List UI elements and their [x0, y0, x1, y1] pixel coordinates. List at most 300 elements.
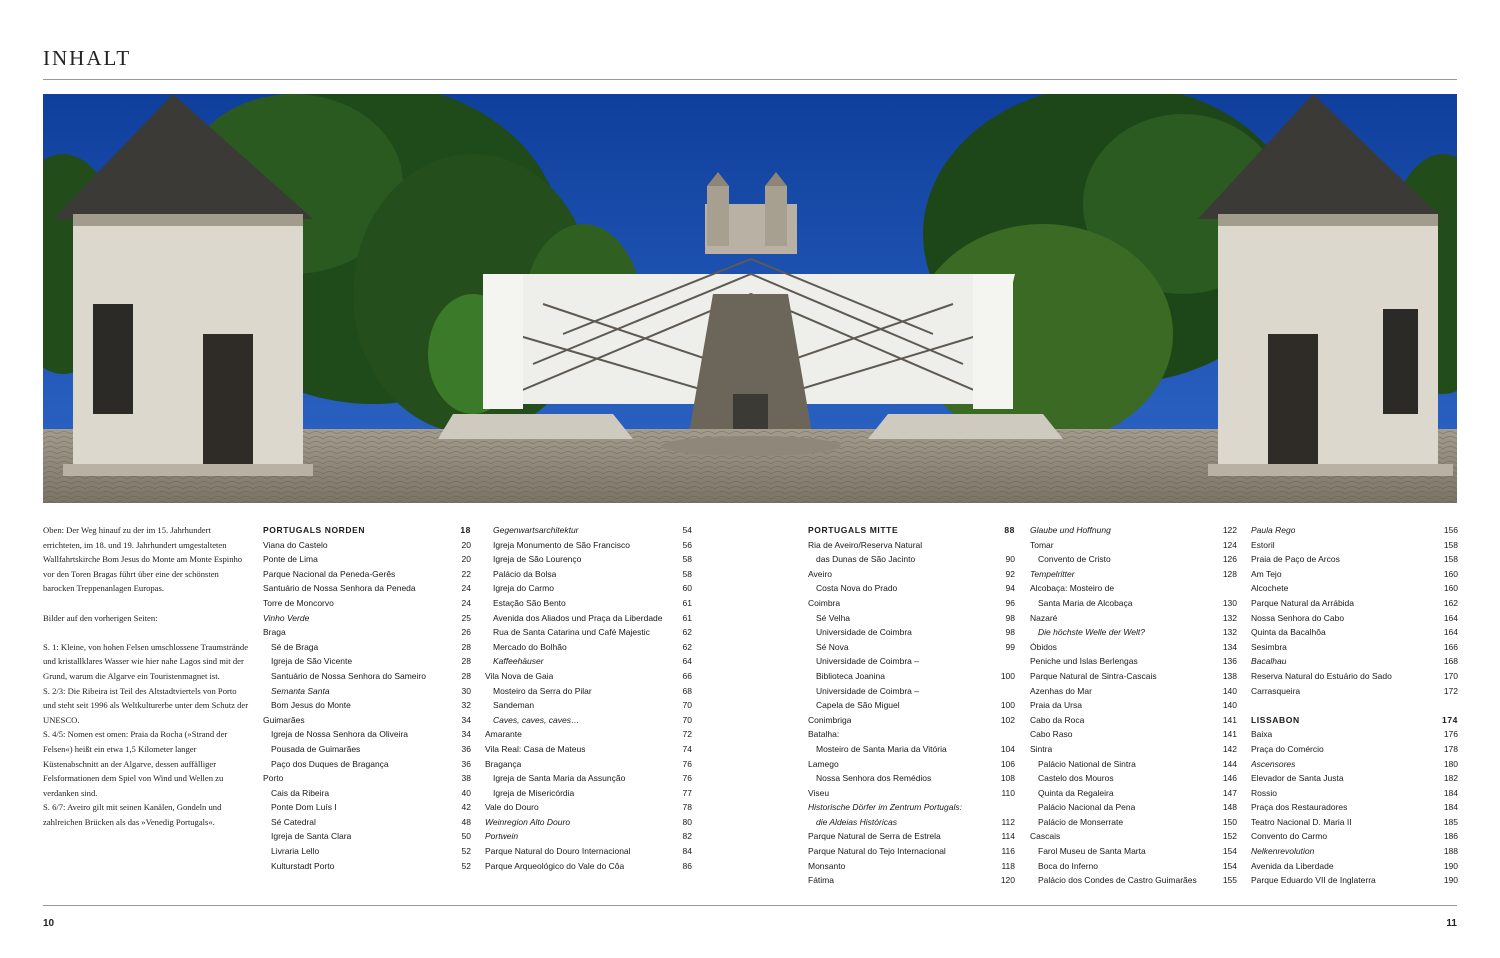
toc-entry-page: 36: [461, 743, 471, 754]
toc-entry-page: 22: [461, 568, 471, 579]
toc-entry-title: Sesimbra: [1251, 641, 1287, 652]
toc-entry: [485, 859, 692, 874]
toc-entry: [263, 844, 471, 859]
toc-entry-page: 160: [1443, 568, 1458, 579]
toc-entry-page: 96: [1005, 597, 1015, 608]
caption-paragraph: Bilder auf den vorherigen Seiten:: [43, 612, 158, 623]
toc-entry-title: Igreja de Santa Clara: [271, 831, 352, 842]
toc-section-heading: [263, 523, 471, 538]
toc-entry-title: die Aldeias Históricas: [816, 816, 897, 827]
toc-entry-page: 118: [1001, 860, 1015, 871]
toc-entry: [485, 640, 692, 655]
toc-entry: [808, 625, 1015, 640]
toc-entry: [485, 727, 692, 742]
toc-entry-page: 140: [1222, 685, 1237, 696]
toc-entry: [485, 581, 692, 596]
toc-entry-title: Sintra: [1030, 743, 1053, 754]
toc-entry-title: Praia de Paço de Arcos: [1251, 554, 1340, 565]
toc-entry: [1251, 596, 1458, 611]
toc-entry-page: 42: [461, 802, 471, 813]
toc-entry-page: 18: [460, 525, 471, 535]
toc-entry-title: Convento do Carmo: [1251, 831, 1328, 842]
toc-entry-title: Historische Dörfer im Zentrum Portugals:: [808, 802, 962, 813]
toc-entry: [1251, 523, 1458, 538]
toc-entry: [1251, 742, 1458, 757]
toc-entry-page: 68: [682, 685, 692, 696]
toc-entry-page: 104: [1000, 743, 1015, 754]
caption-paragraph: S. 1: Kleine, von hohen Felsen umschlossene Traumstrände und kristallklares Wasser wie hier nahe Lagos sind mit der Grund, warum die Algarve ein Touristenmagnet ist.: [43, 641, 249, 681]
toc-entry-title: Avenida dos Aliados und Praça da Liberdade: [493, 612, 663, 623]
toc-entry-page: 48: [461, 816, 471, 827]
toc-entry-title: Portwein: [485, 831, 519, 842]
toc-entry-page: 176: [1443, 729, 1458, 740]
toc-entry-title: Kulturstadt Porto: [271, 860, 335, 871]
toc-entry-title: Livraria Lello: [271, 846, 320, 857]
toc-entry-page: 78: [682, 802, 692, 813]
toc-entry-title: Igreja de Nossa Senhora da Oliveira: [271, 729, 409, 740]
toc-entry-title: Vila Nova de Gaia: [485, 670, 554, 681]
toc-entry-page: 61: [682, 612, 692, 623]
toc-entry: [263, 859, 471, 874]
toc-entry-page: 164: [1443, 612, 1458, 623]
toc-entry-title: Viseu: [808, 787, 830, 798]
toc-entry: [1030, 625, 1237, 640]
toc-entry-title: Universidade de Coimbra –: [816, 685, 919, 696]
page-number-left: 10: [43, 918, 55, 929]
toc-entry-page: 184: [1443, 802, 1458, 813]
toc-entry-page: 146: [1222, 773, 1237, 784]
toc-entry: [808, 567, 1015, 582]
toc-entry-title: Mercado do Bolhão: [493, 641, 567, 652]
toc-entry: [263, 786, 471, 801]
toc-entry: [485, 829, 692, 844]
toc-entry-title: Aveiro: [808, 568, 832, 579]
toc-entry-page: 166: [1443, 641, 1458, 652]
toc-entry-title: Coimbra: [808, 597, 841, 608]
toc-entry-title: Parque Natural de Sintra-Cascais: [1030, 670, 1157, 681]
toc-entry-title: PORTUGALS MITTE: [808, 525, 899, 535]
toc-entry: [263, 800, 471, 815]
toc-entry: [485, 669, 692, 684]
toc-entry-page: 82: [682, 831, 692, 842]
toc-entry-page: 154: [1222, 846, 1237, 857]
toc-entry-title: Cascais: [1030, 831, 1061, 842]
toc-entry-title: Bacalhau: [1251, 656, 1287, 667]
toc-entry-page: 38: [461, 773, 471, 784]
toc-entry-page: 64: [682, 656, 692, 667]
toc-entry-title: Sandeman: [493, 700, 535, 711]
toc-entry-page: 162: [1443, 597, 1458, 608]
toc-entry: [485, 684, 692, 699]
toc-entry-page: 164: [1443, 627, 1458, 638]
toc-entry: [1030, 771, 1237, 786]
toc-entry: [808, 669, 1015, 684]
toc-column-2: [485, 523, 692, 873]
toc-entry-title: Monsanto: [808, 860, 846, 871]
toc-entry-title: Praça do Comércio: [1251, 743, 1324, 754]
toc-entry-page: 168: [1443, 656, 1458, 667]
toc-entry: [1030, 815, 1237, 830]
toc-entry-page: 94: [1005, 583, 1015, 594]
toc-entry: [1030, 596, 1237, 611]
toc-entry-page: 36: [461, 758, 471, 769]
toc-entry: [485, 698, 692, 713]
toc-entry-title: Palácio dos Condes de Castro Guimarães: [1038, 875, 1197, 886]
toc-entry: [1251, 625, 1458, 640]
toc-entry-page: 155: [1222, 875, 1237, 886]
toc-entry-page: 158: [1443, 554, 1458, 565]
toc-entry-title: Caves, caves, caves…: [493, 714, 580, 725]
toc-entry: [808, 640, 1015, 655]
toc-entry-page: 128: [1222, 568, 1237, 579]
toc-entry: [485, 815, 692, 830]
toc-entry-page: 30: [461, 685, 471, 696]
toc-entry-page: 76: [682, 773, 692, 784]
toc-entry-page: 100: [1000, 670, 1015, 681]
toc-entry-title: Igreja de São Lourenço: [493, 554, 582, 565]
toc-entry-page: 28: [461, 670, 471, 681]
toc-entry-page: 130: [1222, 597, 1237, 608]
toc-entry-title: Lamego: [808, 758, 839, 769]
toc-entry: [1030, 523, 1237, 538]
toc-entry: [808, 684, 1015, 699]
toc-entry-page: 60: [682, 583, 692, 594]
toc-entry-page: 132: [1222, 612, 1237, 623]
caption-paragraph: S. 2/3: Die Ribeira ist Teil des Altstadtviertels von Porto und steht seit 1996 als Weltkulturerbe unter dem Schutz der UNESCO.: [43, 685, 249, 725]
toc-entry: [1030, 654, 1237, 669]
toc-entry: [1251, 654, 1458, 669]
toc-entry-page: 144: [1222, 758, 1237, 769]
toc-entry: [808, 800, 1015, 815]
toc-entry: [263, 581, 471, 596]
toc-entry: [808, 596, 1015, 611]
caption-paragraph: S. 6/7: Aveiro gilt mit seinen Kanälen, Gondeln und zahlreichen Brücken als das »Venedig Portugals«.: [43, 802, 222, 827]
top-rule: [43, 79, 1457, 80]
toc-entry-page: 184: [1443, 787, 1458, 798]
toc-entry: [1251, 873, 1458, 888]
toc-entry-title: Quinta da Bacalhôa: [1251, 627, 1326, 638]
toc-entry-page: 80: [682, 816, 692, 827]
toc-entry-title: Carrasqueira: [1251, 685, 1301, 696]
toc-entry-page: 174: [1442, 714, 1458, 725]
toc-entry-title: Baixa: [1251, 729, 1273, 740]
toc-entry-title: Gegenwartsarchitektur: [493, 525, 579, 535]
toc-entry: [808, 727, 1015, 742]
toc-column-3: [808, 523, 1015, 888]
toc-section-heading: [1251, 713, 1458, 728]
toc-entry-page: 154: [1222, 860, 1237, 871]
toc-entry: [485, 523, 692, 538]
toc-entry: [1251, 640, 1458, 655]
toc-entry: [1030, 742, 1237, 757]
toc-entry-page: 98: [1005, 612, 1015, 623]
toc-entry: [485, 625, 692, 640]
toc-entry-title: Torre de Moncorvo: [263, 597, 334, 608]
toc-entry: [1251, 552, 1458, 567]
toc-entry-title: Farol Museu de Santa Marta: [1038, 846, 1146, 857]
toc-entry: [485, 596, 692, 611]
toc-entry: [263, 742, 471, 757]
toc-entry-page: 28: [461, 641, 471, 652]
toc-entry-title: Palácio National de Sintra: [1038, 758, 1136, 769]
toc-entry: [1251, 786, 1458, 801]
toc-entry-title: Convento de Cristo: [1038, 554, 1111, 565]
toc-entry-page: 72: [682, 729, 692, 740]
toc-entry-title: Alcochete: [1251, 583, 1289, 594]
toc-entry: [485, 567, 692, 582]
toc-entry: [1030, 538, 1237, 553]
toc-entry: [808, 815, 1015, 830]
page-number-right: 11: [1446, 918, 1457, 929]
toc-entry-page: 52: [461, 846, 471, 857]
toc-entry-page: 66: [682, 670, 692, 681]
toc-entry: [263, 654, 471, 669]
toc-entry-title: Sé Nova: [816, 641, 849, 652]
toc-entry-page: 186: [1443, 831, 1458, 842]
toc-entry-page: 138: [1222, 670, 1237, 681]
toc-entry-page: 62: [682, 627, 692, 638]
toc-entry-title: das Dunas de São Jacinto: [816, 554, 916, 565]
toc-entry-title: Alcobaça: Mosteiro de: [1030, 583, 1115, 594]
toc-entry: [485, 654, 692, 669]
toc-entry: [1030, 786, 1237, 801]
toc-entry-title: Óbidos: [1030, 641, 1057, 652]
toc-entry-title: Ascensores: [1251, 758, 1296, 769]
toc-entry: [485, 800, 692, 815]
toc-entry: [808, 757, 1015, 772]
toc-entry: [1251, 815, 1458, 830]
toc-entry-title: Ponte Dom Luís I: [271, 802, 337, 813]
toc-entry: [485, 844, 692, 859]
toc-entry: [1251, 859, 1458, 874]
toc-entry-title: Elevador de Santa Justa: [1251, 773, 1344, 784]
toc-entry-page: 92: [1005, 568, 1015, 579]
toc-entry-page: 122: [1222, 525, 1237, 535]
toc-column-4: [1030, 523, 1237, 888]
toc-entry-page: 182: [1443, 773, 1458, 784]
toc-entry-title: Guimarães: [263, 714, 305, 725]
toc-entry-page: 190: [1443, 875, 1458, 886]
toc-entry-title: Mosteiro de Santa Maria da Vitória: [816, 743, 947, 754]
toc-entry-title: Quinta da Regaleira: [1038, 787, 1114, 798]
toc-entry-title: Parque Natural do Douro Internacional: [485, 846, 631, 857]
toc-entry-title: Porto: [263, 773, 284, 784]
toc-entry-title: Pousada de Guimarães: [271, 743, 361, 754]
toc-entry: [263, 596, 471, 611]
toc-entry: [808, 698, 1015, 713]
toc-entry-page: 178: [1443, 743, 1458, 754]
toc-entry-title: Igreja de São Vicente: [271, 656, 353, 667]
toc-entry-page: 56: [682, 539, 692, 550]
toc-entry-page: 102: [1000, 714, 1015, 725]
toc-entry-page: 147: [1222, 787, 1237, 798]
toc-entry: [263, 727, 471, 742]
toc-entry-page: 108: [1000, 773, 1015, 784]
toc-entry-title: Avenida da Liberdade: [1251, 860, 1334, 871]
toc-entry-title: Vinho Verde: [263, 612, 310, 623]
toc-entry-page: 70: [682, 714, 692, 725]
toc-entry: [1030, 800, 1237, 815]
toc-entry-page: 172: [1443, 685, 1458, 696]
toc-entry: [1030, 829, 1237, 844]
toc-entry: [1030, 581, 1237, 596]
toc-entry: [485, 742, 692, 757]
toc-entry: [1251, 684, 1458, 699]
toc-entry: [263, 552, 471, 567]
toc-entry: [263, 640, 471, 655]
toc-entry-title: Cabo Raso: [1030, 729, 1073, 740]
toc-entry-title: Parque Natural da Arrábida: [1251, 597, 1355, 608]
toc-entry: [1251, 771, 1458, 786]
toc-entry-title: Palácio da Bolsa: [493, 568, 557, 579]
toc-entry-title: Parque Natural do Tejo Internacional: [808, 846, 946, 857]
toc-entry-page: 114: [1001, 831, 1015, 842]
toc-entry-title: Igreja Monumento de São Francisco: [493, 539, 631, 550]
toc-entry-page: 20: [461, 554, 471, 565]
toc-entry: [485, 552, 692, 567]
bom-jesus-do-monte-stairway-photo: [43, 94, 1457, 503]
toc-entry-page: 190: [1443, 860, 1458, 871]
toc-entry-title: Fátima: [808, 875, 834, 886]
toc-entry-page: 150: [1222, 816, 1237, 827]
toc-entry-title: Teatro Nacional D. Maria II: [1251, 816, 1352, 827]
toc-entry: [485, 538, 692, 553]
toc-entry-title: Amarante: [485, 729, 522, 740]
toc-entry-page: 141: [1222, 714, 1237, 725]
toc-entry-page: 25: [461, 612, 471, 623]
toc-entry-page: 158: [1443, 539, 1458, 550]
toc-entry: [485, 786, 692, 801]
toc-entry: [808, 742, 1015, 757]
toc-entry-page: 32: [461, 700, 471, 711]
toc-entry-page: 40: [461, 787, 471, 798]
toc-entry-page: 99: [1005, 641, 1015, 652]
toc-entry-title: Parque Nacional da Peneda-Gerês: [263, 568, 396, 579]
toc-entry-page: 52: [461, 860, 471, 871]
toc-entry: [808, 844, 1015, 859]
toc-entry-page: 152: [1222, 831, 1237, 842]
toc-column-5: [1251, 523, 1458, 888]
toc-entry: [1030, 698, 1237, 713]
toc-entry: [1030, 567, 1237, 582]
toc-entry-title: Bragança: [485, 758, 522, 769]
toc-entry-page: 188: [1443, 846, 1458, 857]
toc-entry-title: Am Tejo: [1251, 568, 1282, 579]
toc-entry-title: Rua de Santa Catarina und Café Majestic: [493, 627, 650, 638]
toc-entry-page: 20: [461, 539, 471, 550]
toc-entry-title: Igreja de Santa Maria da Assunção: [493, 773, 626, 784]
toc-entry: [1251, 829, 1458, 844]
toc-entry-title: Ponte de Lima: [263, 554, 318, 565]
toc-entry: [1251, 800, 1458, 815]
toc-entry: [1030, 757, 1237, 772]
toc-entry-page: 58: [682, 554, 692, 565]
toc-entry: [1030, 611, 1237, 626]
toc-entry-title: Peniche und Islas Berlengas: [1030, 656, 1138, 667]
toc-entry-title: Palácio de Monserrate: [1038, 816, 1124, 827]
caption-paragraph: S. 4/5: Nomen est omen: Praia da Rocha (»Strand der Felsen«) heißt ein etwa 1,5 Kilometer langer Küstenabschnitt an der Algarve, dessen auffälliger Felsformationen dem Spiel von Wind und Wellen zu verdanken sind.: [43, 729, 228, 798]
toc-entry: [1030, 859, 1237, 874]
toc-entry-page: 140: [1222, 700, 1237, 711]
toc-entry-page: 88: [1004, 525, 1015, 535]
toc-entry-page: 26: [461, 627, 471, 638]
toc-entry: [263, 713, 471, 728]
toc-entry-title: Kaffeehäuser: [493, 656, 544, 667]
toc-entry-page: 134: [1222, 641, 1237, 652]
toc-entry-page: 61: [682, 597, 692, 608]
toc-entry-title: Batalha:: [808, 729, 840, 740]
toc-entry-title: Parque Arqueológico do Vale do Côa: [485, 860, 625, 871]
toc-entry-page: 185: [1443, 816, 1458, 827]
toc-entry: [1251, 581, 1458, 596]
toc-entry-page: 112: [1001, 816, 1015, 827]
toc-entry-page: 126: [1222, 554, 1237, 565]
caption-paragraph: Oben: Der Weg hinauf zu der im 15. Jahrhundert errichteten, im 18. und 19. Jahrhundert umgestalteten Wallfahrtskirche Bom Jesus do Monte am Monte Espinho vor den Toren Bragas führt über eine der schönsten barocken Treppenanlagen Europas.: [43, 525, 243, 594]
toc-entry-title: Parque Natural de Serra de Estrela: [808, 831, 941, 842]
toc-entry-title: Praia da Ursa: [1030, 700, 1082, 711]
toc-entry-title: Estação São Bento: [493, 597, 566, 608]
toc-entry-page: 106: [1000, 758, 1015, 769]
toc-entry: [1251, 844, 1458, 859]
toc-entry-title: Mosteiro da Serra do Pilar: [493, 685, 592, 696]
toc-entry-title: Viana do Castelo: [263, 539, 328, 550]
toc-entry: [263, 567, 471, 582]
toc-entry: [1030, 727, 1237, 742]
toc-entry-page: 62: [682, 641, 692, 652]
toc-entry: [808, 581, 1015, 596]
toc-entry-title: Bom Jesus do Monte: [271, 700, 351, 711]
toc-entry-page: 74: [682, 743, 692, 754]
toc-entry: [263, 698, 471, 713]
toc-entry-title: Sé Catedral: [271, 816, 316, 827]
toc-entry-page: 110: [1001, 787, 1015, 798]
toc-entry-title: Paço dos Duques de Bragança: [271, 758, 389, 769]
toc-entry: [808, 786, 1015, 801]
toc-entry: [263, 815, 471, 830]
page-heading: INHALT: [43, 46, 132, 70]
toc-entry: [1030, 684, 1237, 699]
toc-entry-title: PORTUGALS NORDEN: [263, 525, 366, 535]
toc-entry: [485, 713, 692, 728]
toc-entry-title: Rossio: [1251, 787, 1277, 798]
toc-entry: [485, 771, 692, 786]
toc-entry-page: 76: [682, 758, 692, 769]
toc-entry: [808, 538, 1015, 553]
toc-entry-page: 100: [1000, 700, 1015, 711]
toc-entry-page: 28: [461, 656, 471, 667]
toc-entry-title: Cais da Ribeira: [271, 787, 330, 798]
toc-entry: [1251, 538, 1458, 553]
toc-entry: [263, 771, 471, 786]
toc-entry-title: Semanta Santa: [271, 685, 330, 696]
toc-entry-title: Cabo da Roca: [1030, 714, 1085, 725]
toc-entry-title: Universidade de Coimbra –: [816, 656, 919, 667]
toc-entry: [808, 713, 1015, 728]
toc-entry-title: Die höchste Welle der Welt?: [1038, 627, 1145, 638]
toc-entry: [1251, 757, 1458, 772]
toc-entry: [263, 611, 471, 626]
toc-entry-page: 58: [682, 568, 692, 579]
toc-entry: [485, 757, 692, 772]
toc-entry-page: 98: [1005, 627, 1015, 638]
toc-entry: [808, 829, 1015, 844]
toc-entry: [263, 625, 471, 640]
toc-entry-title: Sé Velha: [816, 612, 851, 623]
toc-entry-page: 160: [1443, 583, 1458, 594]
toc-entry-title: Palácio Nacional da Pena: [1038, 802, 1136, 813]
toc-entry-page: 34: [461, 714, 471, 725]
toc-entry: [1030, 873, 1237, 888]
